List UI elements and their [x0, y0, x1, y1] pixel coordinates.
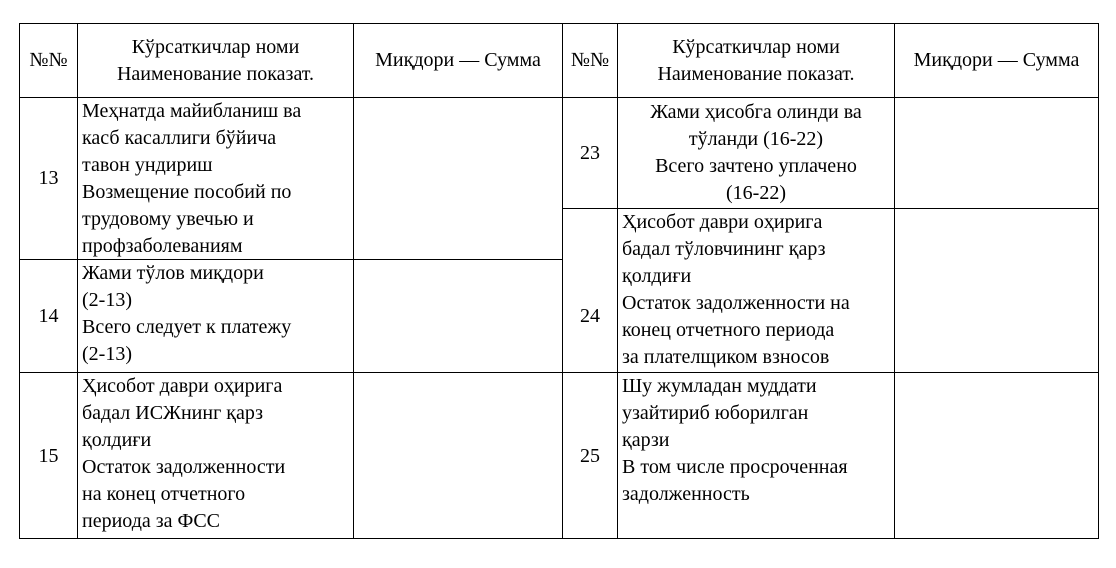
- row-25-number: 25: [580, 445, 600, 467]
- row-24-name-line: Ҳисобот даври оҳирига: [622, 211, 823, 233]
- header-name-left-line: Кўрсаткичлар номи: [131, 36, 300, 58]
- row-15-name-line: на конец отчетного: [82, 483, 246, 505]
- row-24-name-line: бадал тўловчининг қарз: [622, 238, 826, 260]
- header-num-left: №№: [29, 49, 68, 71]
- row-24-number: 24: [580, 305, 600, 327]
- row-23-name-line: тўланди (16-22): [688, 128, 824, 150]
- row-24-name-line: за плателщиком взносов: [622, 346, 830, 368]
- row-24-sum: [895, 209, 1098, 372]
- row-15-name-line: бадал ИСЖнинг қарз: [82, 402, 264, 424]
- row-23-sum: [895, 98, 1098, 208]
- row-25-name-line: узайтириб юборилган: [622, 402, 809, 424]
- row-13-number: 13: [38, 167, 59, 189]
- row-15-name: [78, 373, 353, 535]
- header-name-right: [618, 34, 894, 88]
- row-24-name: [618, 209, 894, 371]
- row-15-name-line: Остаток задолженности: [82, 456, 286, 478]
- row-25-sum: [895, 373, 1098, 538]
- row-24-name-line: қолдиғи: [622, 265, 692, 287]
- row-25-name: [618, 373, 894, 508]
- row-13-name: [78, 98, 353, 260]
- header-name-right-line: Наименование показат.: [657, 63, 855, 85]
- row-13-sum: [354, 98, 562, 259]
- row-25-name-line: Шу жумладан муддати: [622, 375, 817, 397]
- row-15-name-line: периода за ФСС: [82, 510, 221, 532]
- header-num-right: №№: [570, 49, 610, 71]
- row-13-name-line: тавон ундириш: [82, 154, 213, 176]
- header-name-right-line: Кўрсаткичлар номи: [672, 36, 840, 58]
- row-23-name: [618, 99, 894, 207]
- row-14-name-line: (2-13): [82, 343, 132, 365]
- row-14-sum: [354, 260, 562, 372]
- row-23-name-line: (16-22): [726, 182, 786, 204]
- row-15-sum: [354, 373, 562, 538]
- row-14-name-line: (2-13): [82, 289, 132, 311]
- row-25-name-line: қарзи: [622, 429, 670, 451]
- row-13-name-line: профзаболеваниям: [82, 235, 243, 257]
- row-15-number: 15: [38, 445, 59, 467]
- row-14-name: [78, 260, 353, 368]
- row-13-name-line: Возмещение пособий по: [82, 181, 292, 203]
- header-name-left: [78, 34, 353, 88]
- row-14-name-line: Всего следует к платежу: [82, 316, 292, 338]
- row-14-name-line: Жами тўлов миқдори: [82, 262, 264, 284]
- row-15-name-line: қолдиғи: [82, 429, 152, 451]
- row-24-name-line: конец отчетного периода: [622, 319, 835, 341]
- header-sum-left: Миқдори — Сумма: [375, 49, 541, 71]
- row-24-name-line: Остаток задолженности на: [622, 292, 850, 314]
- row-13-name-line: трудовому увечью и: [82, 208, 254, 230]
- row-14-number: 14: [38, 305, 59, 327]
- row-15-name-line: Ҳисобот даври оҳирига: [82, 375, 283, 397]
- row-23-number: 23: [580, 142, 600, 164]
- row-25-name-line: задолженность: [622, 483, 750, 505]
- row-23-name-line: Жами ҳисобга олинди ва: [650, 101, 862, 123]
- row-23-name-line: Всего зачтено уплачено: [655, 155, 857, 177]
- row-25-name-line: В том числе просроченная: [622, 456, 848, 478]
- row-13-name-line: Меҳнатда майибланиш ва: [82, 100, 302, 122]
- header-name-left-line: Наименование показат.: [116, 63, 315, 85]
- header-sum-right: Миқдори — Сумма: [913, 49, 1080, 71]
- row-13-name-line: касб касаллиги бўйича: [82, 127, 277, 149]
